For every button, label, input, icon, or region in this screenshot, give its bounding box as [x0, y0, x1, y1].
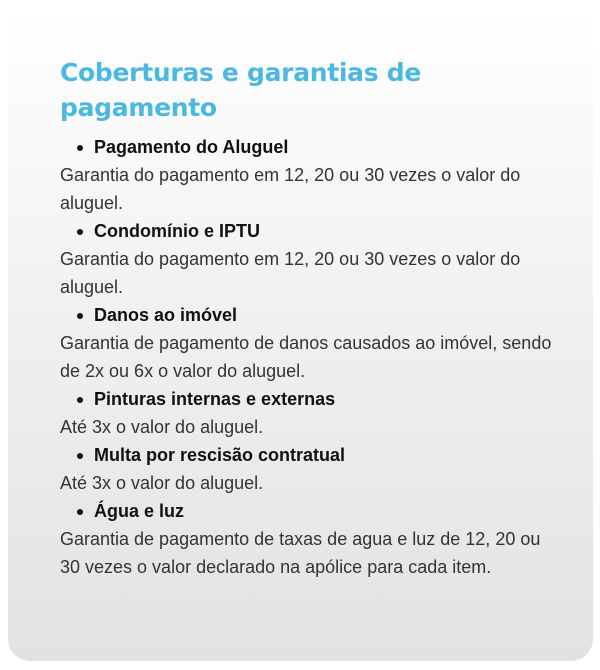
bullet-icon	[77, 509, 83, 515]
bullet-icon	[77, 453, 83, 459]
coverage-item-heading	[60, 217, 553, 245]
bullet-icon	[77, 145, 83, 151]
coverage-item-heading	[60, 385, 553, 413]
coverage-item-heading	[60, 497, 553, 525]
coverage-item-heading-text: Danos ao imóvel	[94, 305, 238, 325]
coverage-card	[8, 11, 593, 661]
coverage-item-description: Garantia de pagamento de taxas de agua e luz de 12, 20 ou 30 vezes o valor declarado na apólice para cada item.	[60, 529, 541, 577]
card-title: Coberturas e garantias de pagamento	[60, 58, 421, 122]
bullet-icon	[77, 397, 83, 403]
coverage-list	[60, 133, 553, 581]
coverage-item	[60, 497, 553, 581]
coverage-item	[60, 441, 553, 497]
coverage-item-heading	[60, 301, 553, 329]
coverage-item	[60, 385, 553, 441]
coverage-item-heading	[60, 441, 553, 469]
coverage-item-heading	[60, 133, 553, 161]
coverage-item-description: Até 3x o valor do aluguel.	[60, 473, 264, 493]
coverage-item-heading-text: Condomínio e IPTU	[94, 221, 260, 241]
coverage-item-heading-text: Multa por rescisão contratual	[94, 445, 346, 465]
coverage-item	[60, 217, 553, 301]
coverage-item-heading-text: Pinturas internas e externas	[94, 389, 336, 409]
coverage-item-description: Garantia de pagamento de danos causados ao imóvel, sendo de 2x ou 6x o valor do aluguel.	[60, 333, 552, 381]
bullet-icon	[77, 229, 83, 235]
coverage-item-heading-text: Pagamento do Aluguel	[94, 137, 289, 157]
coverage-item	[60, 301, 553, 385]
coverage-item-description: Garantia do pagamento em 12, 20 ou 30 vezes o valor do aluguel.	[60, 249, 521, 297]
coverage-item	[60, 133, 553, 217]
coverage-item-description: Até 3x o valor do aluguel.	[60, 417, 264, 437]
coverage-item-heading-text: Água e luz	[94, 501, 185, 521]
coverage-item-description: Garantia do pagamento em 12, 20 ou 30 vezes o valor do aluguel.	[60, 165, 521, 213]
bullet-icon	[77, 313, 83, 319]
